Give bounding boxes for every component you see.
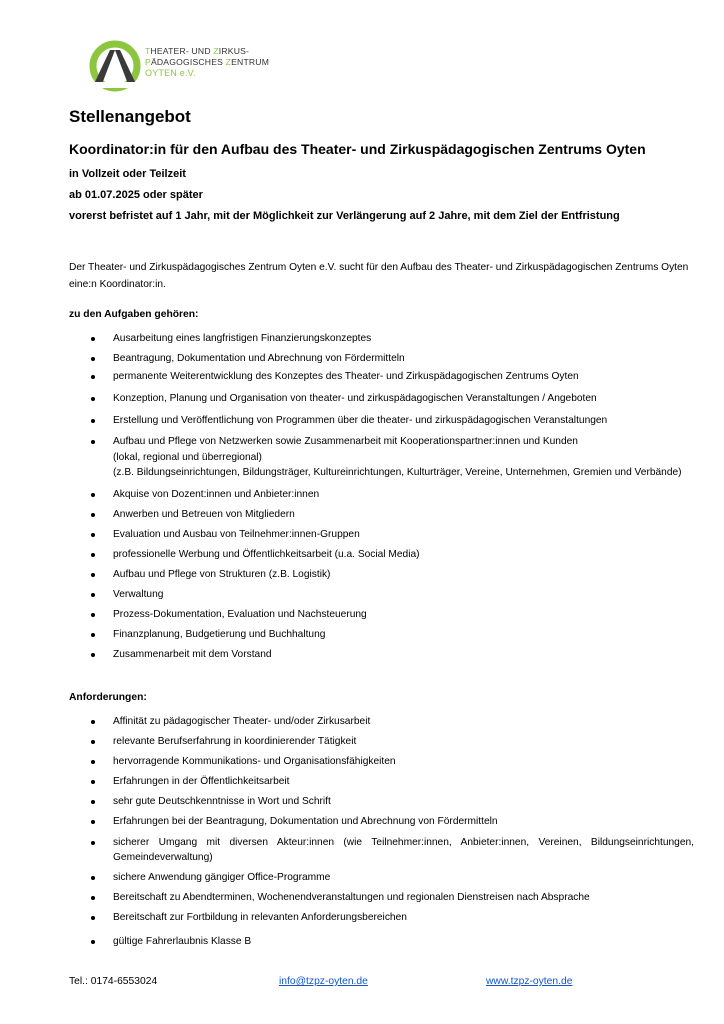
logo-mark-icon — [88, 40, 142, 92]
position-title: Koordinator:in für den Aufbau des Theater- und Zirkuspädagogischen Zentrums Oyten — [69, 141, 646, 157]
tasks-heading: zu den Aufgaben gehören: — [69, 309, 199, 320]
list-item: Beantragung, Dokumentation und Abrechnung von Fördermitteln — [69, 351, 694, 367]
list-item: sicherer Umgang mit diversen Akteur:innen (wie Teilnehmer:innen, Anbieter:innen, Vereinen, Bildungseinrichtungen, Gemeindeverwaltung) — [69, 835, 694, 866]
footer-email — [279, 976, 368, 987]
list-item-detail: (lokal, regional und überregional) — [113, 451, 262, 463]
footer-phone: Tel.: 0174-6553024 — [69, 976, 158, 987]
requirements-heading: Anforderungen: — [69, 692, 147, 703]
requirements-list — [69, 714, 694, 954]
list-item: Anwerben und Betreuen von Mitgliedern — [69, 507, 694, 523]
tasks-list — [69, 331, 694, 667]
list-item-detail: (z.B. Bildungseinrichtungen, Bildungsträger, Kultureinrichtungen, Kulturträger, Vereine, Unternehmen, Gremien und Verbände) — [113, 467, 682, 479]
list-item: relevante Berufserfahrung in koordinierender Tätigkeit — [69, 734, 694, 750]
list-item: Konzeption, Planung und Organisation von theater- und zirkuspädagogischen Veranstaltungen / Angeboten — [69, 391, 694, 407]
list-item: Finanzplanung, Budgetierung und Buchhaltung — [69, 627, 694, 643]
list-item: Bereitschaft zur Fortbildung in relevanten Anforderungsbereichen — [69, 910, 694, 926]
page-title: Stellenangebot — [69, 107, 191, 126]
list-item-text: Aufbau und Pflege von Netzwerken sowie Zusammenarbeit mit Kooperationspartner:innen und Kunden — [113, 436, 578, 448]
list-item: permanente Weiterentwicklung des Konzeptes des Theater- und Zirkuspädagogischen Zentrums Oyten — [69, 369, 694, 385]
list-item — [69, 434, 694, 481]
list-item: Ausarbeitung eines langfristigen Finanzierungskonzeptes — [69, 331, 694, 347]
list-item: Affinität zu pädagogischer Theater- und/oder Zirkusarbeit — [69, 714, 694, 730]
list-item: hervorragende Kommunikations- und Organisationsfähigkeiten — [69, 754, 694, 770]
list-item: Aufbau und Pflege von Strukturen (z.B. Logistik) — [69, 567, 694, 583]
condition-start-date: ab 01.07.2025 oder später — [69, 189, 203, 201]
list-item: gültige Fahrerlaubnis Klasse B — [69, 934, 694, 950]
list-item: Erfahrungen bei der Beantragung, Dokumentation und Abrechnung von Fördermitteln — [69, 814, 694, 830]
email-link[interactable]: info@tzpz-oyten.de — [279, 976, 368, 987]
list-item: Erfahrungen in der Öffentlichkeitsarbeit — [69, 774, 694, 790]
footer-website — [486, 976, 572, 987]
list-item: Verwaltung — [69, 587, 694, 603]
website-link[interactable]: www.tzpz-oyten.de — [486, 976, 573, 987]
list-item: sehr gute Deutschkenntnisse in Wort und Schrift — [69, 794, 694, 810]
list-item: Akquise von Dozent:innen und Anbieter:innen — [69, 487, 694, 503]
condition-duration: vorerst befristet auf 1 Jahr, mit der Möglichkeit zur Verlängerung auf 2 Jahre, mit dem Ziel der Entfristung — [69, 210, 620, 222]
intro-paragraph: Der Theater- und Zirkuspädagogisches Zentrum Oyten e.V. sucht für den Aufbau des Theater- und Zirkuspädagogischen Zentrums Oyten eine:n Koordinator:in. — [69, 262, 689, 290]
list-item: professionelle Werbung und Öffentlichkeitsarbeit (u.a. Social Media) — [69, 547, 694, 563]
logo-text: THEATER- UND ZIRKUS- PÄDAGOGISCHES ZENTRUM OYTEN e.V. — [145, 46, 270, 78]
list-item: Evaluation und Ausbau von Teilnehmer:innen-Gruppen — [69, 527, 694, 543]
list-item: sichere Anwendung gängiger Office-Programme — [69, 870, 694, 886]
list-item: Bereitschaft zu Abendterminen, Wochenendveranstaltungen und regionalen Dienstreisen nach Absprache — [69, 890, 694, 906]
list-item: Zusammenarbeit mit dem Vorstand — [69, 647, 694, 663]
list-item: Erstellung und Veröffentlichung von Programmen über die theater- und zirkuspädagogischen Veranstaltungen — [69, 413, 694, 429]
condition-worktime: in Vollzeit oder Teilzeit — [69, 168, 186, 180]
list-item: Prozess-Dokumentation, Evaluation und Nachsteuerung — [69, 607, 694, 623]
